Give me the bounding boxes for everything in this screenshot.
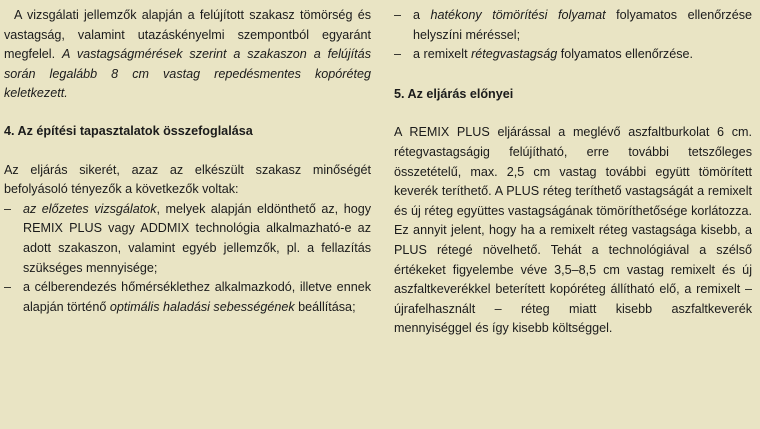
list-item-text: folyamatos ellenőrzése helyszíni méréssel; xyxy=(413,8,752,42)
list-item-text: a remixelt xyxy=(413,47,472,62)
dash-marker: – xyxy=(4,280,12,295)
list-item xyxy=(394,45,752,65)
factors-paragraph: Az eljárás sikerét, azaz az elkészült szakasz minőségét befolyásoló tényezők a következők voltak: xyxy=(4,162,371,197)
control-list xyxy=(394,6,752,65)
section-5-heading: 5. Az eljárás előnyei xyxy=(394,86,514,101)
list-item-text: beállítása; xyxy=(294,299,356,314)
intro-paragraph-text: A vizsgálati jellemzők alapján a felújított szakasz tömörség és vastagság, valamint utazáskényelmi szempontból egyaránt megfelel. xyxy=(4,8,371,62)
list-item-text: folyamatos ellenőrzése. xyxy=(557,47,694,62)
list-item-italic: az előzetes vizsgálatok xyxy=(23,201,157,216)
section-4-heading: 4. Az építési tapasztalatok összefoglalása xyxy=(4,123,253,138)
advantages-paragraph: A REMIX PLUS eljárással a meglévő aszfaltburkolat 6 cm. rétegvastagságig felújítható, erre további tetszőleges összetételű, max. 2,5 cm vastag további együtt tömörített keverék teríthető. A PLUS réteg teríthető vastagságát a remixelt és új réteg együttes vastagságának tömöríthetősége korlátozza. Ez annyit jelent, hogy ha a remixelt réteg vastagsága kisebb, a PLUS rétegé növelhető. Tehát a technológiával a szélső értékeket figyelembe véve 3,5–8,5 cm vastag remixelt és új aszfaltkeverékkel beterített kopóréteg állítható elő, a remixelt – újrafelhasznált – réteg miatt kisebb aszfaltkeverék mennyiséggel és így kisebb költséggel. xyxy=(394,125,752,336)
dash-marker: – xyxy=(394,47,402,62)
factors-list xyxy=(4,200,371,318)
list-item-italic: hatékony tömörítési folyamat xyxy=(430,8,606,22)
list-item-text: a célberendezés hőmérséklethez alkalmazkodó, illetve ennek alapján történő xyxy=(23,280,371,314)
dash-marker: – xyxy=(394,8,402,22)
list-item-italic: optimális haladási sebességének xyxy=(109,299,295,314)
list-item xyxy=(4,278,371,317)
dash-marker: – xyxy=(4,201,12,216)
left-column xyxy=(4,6,371,317)
list-item-text: a xyxy=(413,8,431,22)
list-item-italic: rétegvastagság xyxy=(471,47,558,62)
list-item xyxy=(394,6,752,45)
intro-paragraph xyxy=(4,6,371,104)
list-item-text: , melyek alapján eldönthető az, hogy REMIX PLUS vagy ADDMIX technológia alkalmazható-e az adott szakaszon, valamint egyéb jellemzők, pl. a fellazítás szükséges mennyisége; xyxy=(23,201,371,275)
list-item xyxy=(4,200,371,278)
intro-paragraph-italic: A vastagságmérések szerint a szakaszon a felújítás során legalább 8 cm vastag repedésmentes kopóréteg keletkezett. xyxy=(4,47,371,101)
right-column xyxy=(394,6,752,339)
